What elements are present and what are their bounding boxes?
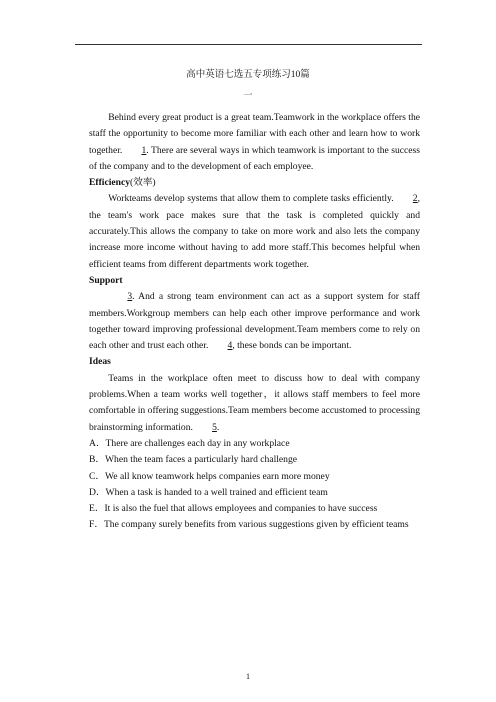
page-title: 高中英语七选五专项练习10篇 bbox=[186, 70, 310, 80]
blank-3: 3 bbox=[127, 291, 133, 303]
document-body bbox=[89, 110, 420, 534]
paragraph-2: Workteams develop systems that allow them to complete tasks efficiently.2, the team's work pace makes sure that the task is completed quickly and accurately.This allows the company to take on more work and also lets the company increase more income without having to add more staff.This becomes helpful when efficient teams from different departments work together. bbox=[89, 193, 420, 270]
page-number: 1 bbox=[246, 672, 250, 681]
header-rule bbox=[75, 44, 422, 45]
option-a: A．There are challenges each day in any workplace bbox=[89, 437, 290, 449]
option-d: D．When a task is handed to a well trained and efficient team bbox=[89, 486, 328, 498]
paragraph-4: Teams in the workplace often meet to discuss how to deal with company problems.When a team works well together，it allows staff members to feel more comfortable in offering suggestions.Team members become accustomed to processing brainstorming information.5. bbox=[89, 371, 420, 436]
blank-1: 1 bbox=[141, 144, 147, 156]
blank-4: 4 bbox=[227, 340, 233, 352]
options-list bbox=[89, 436, 420, 534]
heading-efficiency: Efficiency(效率) bbox=[89, 177, 156, 189]
paragraph-3: 3. And a strong team environment can act as a support system for staff members.Workgroup members can help each other improve performance and work together toward improving professional development.Team members come to rely on each other and trust each other.4, these bonds can be important. bbox=[89, 289, 420, 354]
section-mark: 一 bbox=[243, 90, 253, 100]
blank-5: 5 bbox=[212, 421, 217, 433]
option-c: C．We all know teamwork helps companies earn more money bbox=[89, 470, 330, 482]
heading-support: Support bbox=[89, 274, 123, 286]
blank-2: 2 bbox=[412, 193, 418, 205]
heading-ideas: Ideas bbox=[89, 356, 111, 368]
option-b: B．When the team faces a particularly hard challenge bbox=[89, 454, 298, 466]
option-e: E．It is also the fuel that allows employees and companies to have success bbox=[89, 503, 378, 515]
paragraph-1: Behind every great product is a great team.Teamwork in the workplace offers the staff the opportunity to become more familiar with each other and learn how to work together.1. There are several ways in which teamwork is important to the success of the company and to the development of each employee. bbox=[89, 112, 420, 172]
option-f: F．The company surely benefits from various suggestions given by efficient teams bbox=[89, 519, 409, 531]
